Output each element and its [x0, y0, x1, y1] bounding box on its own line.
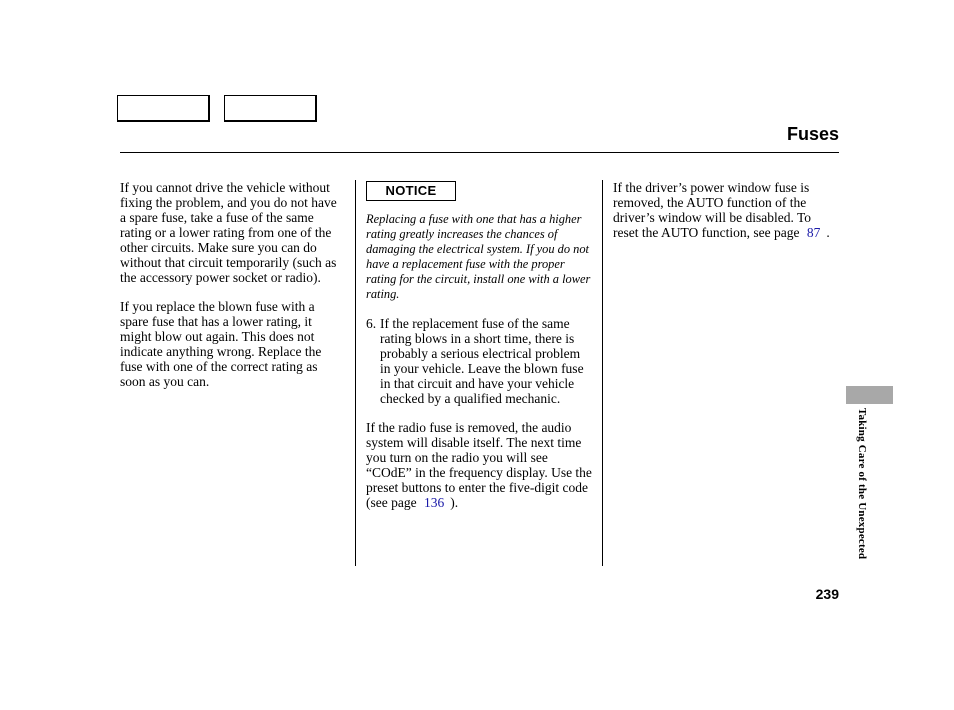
nav-previous-button[interactable]: [117, 95, 210, 122]
notice-text: Replacing a fuse with one that has a higher rating greatly increases the chances of damaging the electrical system. If you do not have a replacement fuse with the proper rating for the circuit, install one with a lower rating.: [366, 212, 591, 301]
radio-text: If the radio fuse is removed, the audio system will disable itself. The next time you turn on the radio you will see “COdE” in the frequency display. Use the preset buttons to enter the five-digit code (see page: [366, 420, 592, 511]
paragraph-radio-fuse: [366, 420, 594, 510]
middle-column: [366, 180, 594, 524]
section-title: Fuses: [786, 124, 839, 144]
step-number: 6.: [366, 316, 377, 332]
page-number: 239: [815, 586, 839, 602]
left-column: [120, 180, 346, 403]
step-item: [366, 316, 594, 406]
radio-suffix: ).: [450, 495, 459, 511]
nav-next-button[interactable]: [224, 95, 317, 122]
page-link-136[interactable]: 136: [423, 495, 445, 511]
power-window-text: If the driver’s power window fuse is removed, the AUTO function of the driver’s window will be disabled. To reset the AUTO function, see page: [613, 180, 812, 240]
paragraph-power-window: [613, 180, 835, 240]
column-divider: [602, 180, 603, 566]
power-window-suffix: .: [826, 225, 830, 240]
chapter-tab: [846, 386, 893, 404]
chapter-label: Taking Care of the Unexpected: [856, 408, 868, 560]
column-divider: [355, 180, 356, 566]
notice-label: NOTICE: [366, 181, 456, 201]
right-column: [613, 180, 835, 254]
paragraph-lower-rating: If you replace the blown fuse with a spare fuse that has a lower rating, it might blow out again. This does not indicate anything wrong. Replace the fuse with one of the correct rating as soon as you can.: [120, 299, 322, 389]
step-text: If the replacement fuse of the same rating blows in a short time, there is probably a serious electrical problem in your vehicle. Leave the blown fuse in that circuit and have your vehicle checked by a qualified mechanic.: [380, 316, 584, 407]
page-link-87[interactable]: 87: [806, 225, 821, 240]
header-rule: [120, 152, 839, 153]
paragraph-spare-fuse: If you cannot drive the vehicle without fixing the problem, and you do not have a spare fuse, take a fuse of the same rating or a lower rating from one of the other circuits. Make sure you can do without that circuit temporarily (such as the accessory power socket or radio).: [120, 180, 337, 285]
